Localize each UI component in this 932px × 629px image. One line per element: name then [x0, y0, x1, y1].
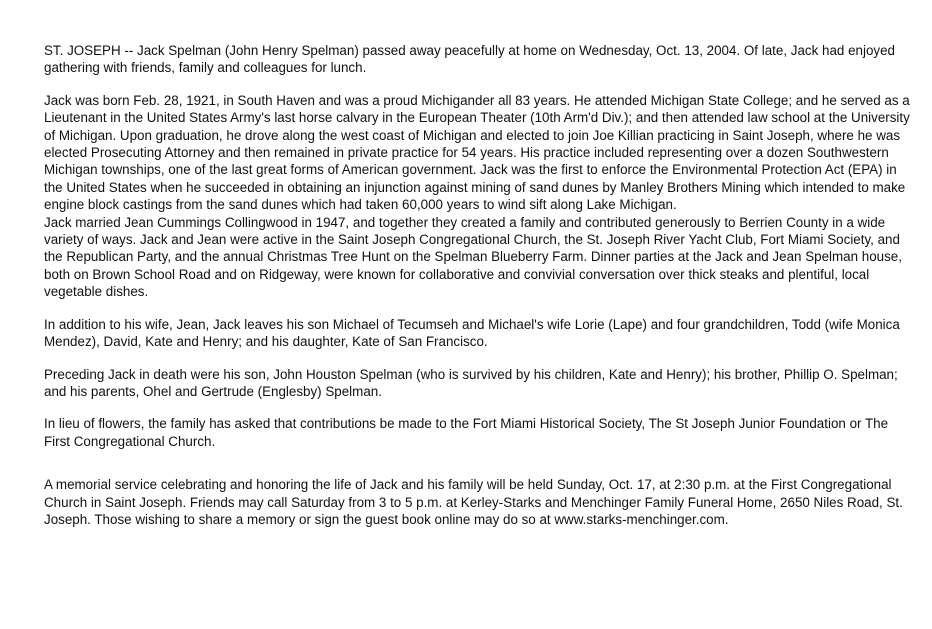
marriage-paragraph: Jack married Jean Cummings Collingwood in 1947, and together they created a family and contributed generously to Berrien County in a wide variety of ways. Jack and Jean were active in the Saint Joseph Congregational Church, the St. Joseph River Yacht Club, Fort Miami Society, and the Republican Party, and the annual Christmas Tree Hunt on the Spelman Blueberry Farm. Dinner parties at the Jack and Jean Spelman house, both on Brown School Road and on Ridgeway, were known for collaborative and convivial conversation over thick steaks and plentiful, local vegetable dishes.: [44, 214, 902, 300]
paragraph-spacer: [44, 450, 916, 476]
contributions-paragraph: In lieu of flowers, the family has asked that contributions be made to the Fort Miami Historical Society, The St Joseph Junior Foundation or The First Congregational Church.: [44, 416, 889, 449]
paragraph-spacer: [44, 301, 916, 316]
paragraph-spacer: [44, 351, 916, 366]
biography-paragraph: Jack was born Feb. 28, 1921, in South Haven and was a proud Michigander all 83 years. He attended Michigan State College; and he served as a Lieutenant in the United States Army's last horse calvary in the European Theater (10th Arm'd Div.); and then attended law school at the University of Michigan. Upon graduation, he drove along the west coast of Michigan and elected to join Joe Killian practicing in Saint Joseph, where he was elected Prosecuting Attorney and then remained in private practice for 54 years. His practice included representing over a dozen Southwestern Michigan townships, one of the last great forms of American government. Jack was the first to enforce the Environmental Protection Act (EPA) in the United States when he succeeded in obtaining an injunction against mining of sand dunes by Manley Brothers Mining which intended to make engine block castings from the sand dunes which had taken 60,000 years to wind sift along Lake Michigan.: [44, 92, 910, 213]
obituary-intro-paragraph: ST. JOSEPH -- Jack Spelman (John Henry Spelman) passed away peacefully at home on Wednesday, Oct. 13, 2004. Of late, Jack had enjoyed gathering with friends, family and colleagues for lunch.: [44, 43, 895, 76]
memorial-service-paragraph: A memorial service celebrating and honoring the life of Jack and his family will be held Sunday, Oct. 17, at 2:30 p.m. at the First Congregational Church in Saint Joseph. Friends may call Saturday from 3 to 5 p.m. at Kerley-Starks and Menchinger Family Funeral Home, 2650 Niles Road, St. Joseph. Those wishing to share a memory or sign the guest book online may do so at www.starks-menchinger.com.: [44, 477, 903, 527]
survivors-paragraph: In addition to his wife, Jean, Jack leaves his son Michael of Tecumseh and Michael's wife Lorie (Lape) and four grandchildren, Todd (wife Monica Mendez), David, Kate and Henry; and his daughter, Kate of San Francisco.: [44, 316, 900, 350]
obituary-document: [44, 42, 916, 528]
paragraph-spacer: [44, 400, 916, 415]
preceded-in-death-paragraph: Preceding Jack in death were his son, John Houston Spelman (who is survived by his children, Kate and Henry); his brother, Phillip O. Spelman; and his parents, Ohel and Gertrude (Englesby) Spelman.: [44, 366, 898, 399]
paragraph-spacer: [44, 77, 916, 92]
